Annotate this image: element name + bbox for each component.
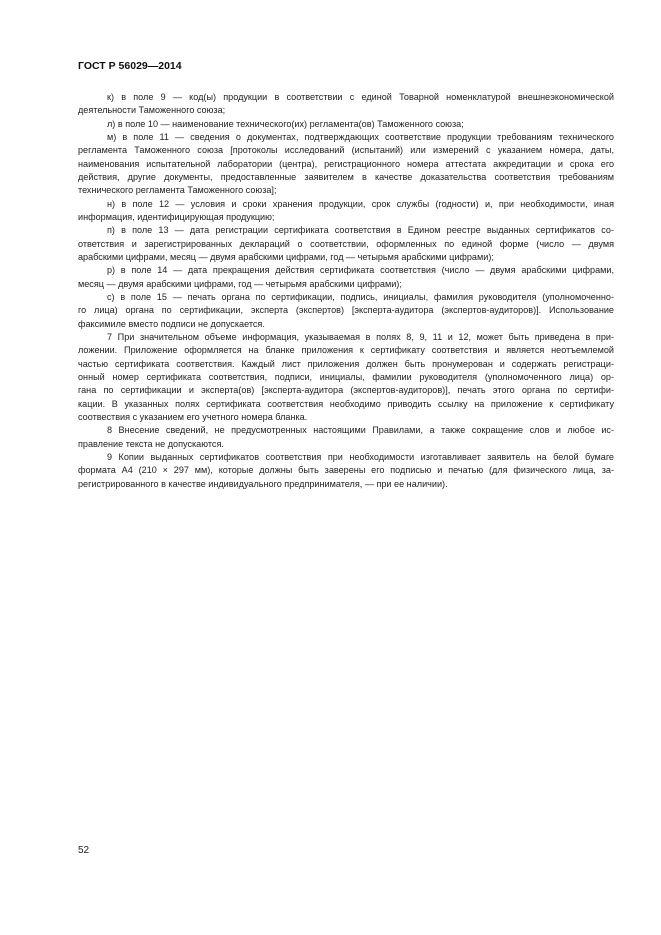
text-line: л) в поле 10 — наименование технического(их) регламента(ов) Таможенного союза; — [107, 118, 464, 129]
paragraph — [78, 118, 614, 131]
text-line: факсимиле вместо подписи не допускается. — [78, 318, 265, 329]
text-line: регистрированного в качестве индивидуального предпринимателя, — при ее наличии). — [78, 478, 448, 489]
paragraph — [78, 131, 614, 198]
text-line: 8 Внесение сведений, не предусмотренных настоящими Правилами, а также сокращение слов и любое ис- — [107, 425, 614, 436]
text-line: к) в поле 9 — код(ы) продукции в соответствии с единой Товарной номенклатурой внешнеэкономической — [107, 92, 614, 102]
document-header: ГОСТ Р 56029—2014 — [78, 60, 182, 72]
paragraph — [78, 291, 614, 331]
text-line: соотвествия с указанием его учетного номера бланка. — [78, 411, 308, 422]
paragraph — [78, 224, 614, 264]
text-line: кации. В указанных полях сертификата соответствия необходимо приводить ссылку на приложение к сертификату — [78, 398, 614, 409]
text-line: онный номер сертификата соответствия, подписи, инициалы, фамилии руководителя (уполномоченного лица) ор- — [78, 371, 614, 382]
paragraph — [78, 451, 614, 491]
text-line: регламента Таможенного союза [протоколы исследований (испытаний) или измерений с указанием номера, даты, — [78, 145, 614, 156]
page-number: 52 — [78, 845, 90, 856]
text-line: го лица) органа по сертификации, эксперта (экспертов) [эксперта-аудитора (экспертов-аудиторов)]. Использование — [78, 305, 614, 316]
paragraph — [78, 331, 614, 424]
paragraph — [78, 198, 614, 225]
paragraph — [78, 424, 614, 451]
text-line: п) в поле 13 — дата регистрации сертификата соответствия в Едином реестре выданных сертификатов со- — [107, 225, 614, 236]
text-line: формата А4 (210 × 297 мм), которые должны быть заверены его подписью и печатью (для физического лица, за- — [78, 465, 614, 476]
text-line: наименования испытательной лаборатории (центра), регистрационного номера аттестата аккредитации и срока его — [78, 158, 614, 169]
text-line: месяц — двумя арабскими цифрами, год — четырьмя арабскими цифрами); — [78, 278, 402, 289]
text-line: 7 При значительном объеме информация, указываемая в полях 8, 9, 11 и 12, может быть приведена в при- — [107, 331, 614, 342]
paragraph — [78, 264, 614, 291]
text-line: ложении. Приложение оформляется на бланке приложения к сертификату соответствия и является неотъемлемой — [78, 345, 614, 356]
text-line: 9 Копии выданных сертификатов соответствия при необходимости изготавливает заявитель на белой бумаге — [107, 451, 614, 462]
text-line: правление текста не допускаются. — [78, 438, 224, 449]
paragraph — [78, 91, 614, 118]
text-line: технического регламента Таможенного союза]; — [78, 185, 277, 196]
text-line: деятельности Таможенного союза; — [78, 105, 226, 116]
text-line: н) в поле 12 — условия и сроки хранения продукции, срок службы (годности) и, при необходимости, иная — [107, 198, 614, 209]
text-line: гана по сертификации и эксперта(ов) [эксперта-аудитора (экспертов-аудиторов)], печать этого органа по сертифи- — [78, 385, 614, 396]
text-line: арабскими цифрами, месяц — двумя арабскими цифрами, год — четырьмя арабскими цифрами); — [78, 251, 494, 262]
text-line: частью сертификата соответствия. Каждый лист приложения должен быть пронумерован и содержать регистраци- — [78, 358, 614, 369]
text-line: р) в поле 14 — дата прекращения действия сертификата соответствия (число — двумя арабскими цифрами, — [107, 265, 614, 276]
text-line: информация, идентифицирующая продукцию; — [78, 211, 275, 222]
text-line: ответствия и зарегистрированных деклараций о соответствии, оформленных по единой форме (число — двумя — [78, 238, 614, 249]
text-line: м) в поле 11 — сведения о документах, подтверждающих соответствие продукции требованиям технического — [107, 131, 614, 142]
text-line: с) в поле 15 — печать органа по сертификации, подпись, инициалы, фамилия руководителя (уполномоченно- — [107, 291, 614, 302]
document-body — [78, 91, 614, 491]
text-line: действия, другие документы, предоставленные заявителем в качестве доказательства соответствия требованиям — [78, 171, 614, 182]
